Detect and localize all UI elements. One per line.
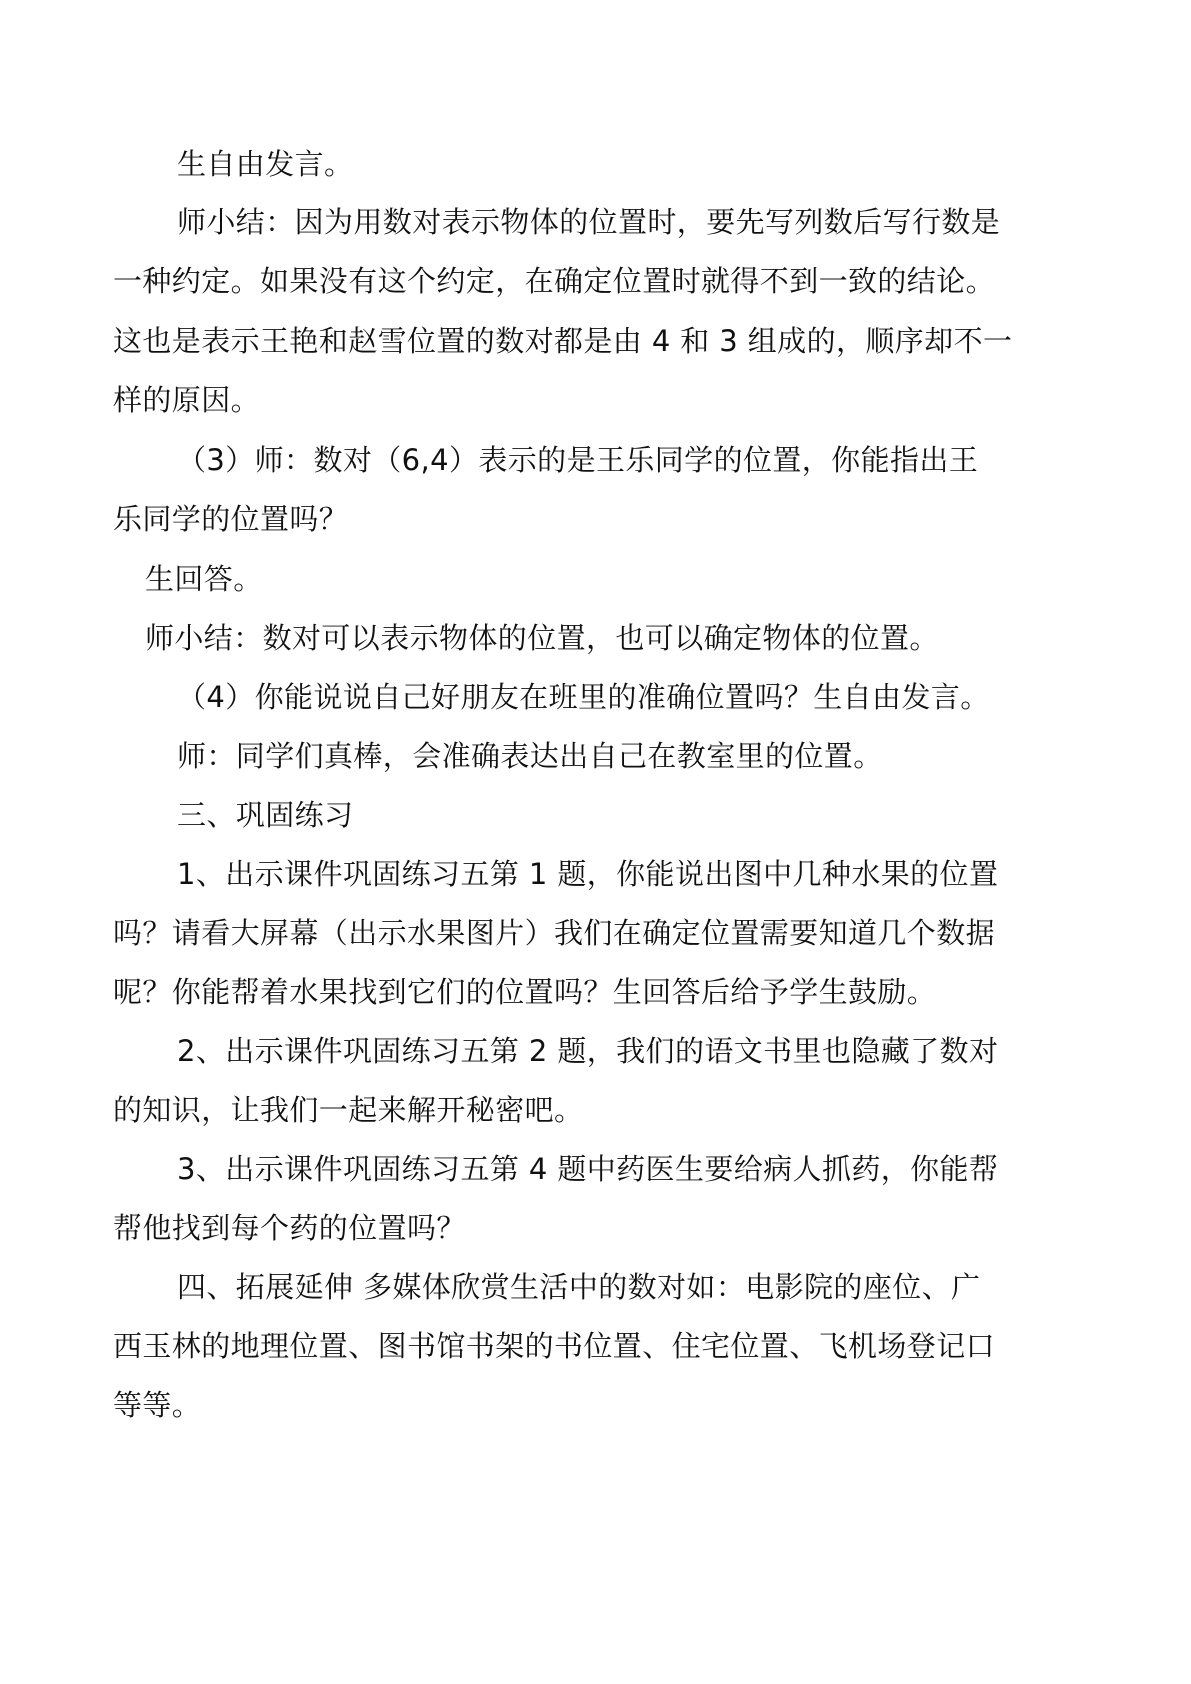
- paragraph-line: 生自由发言。: [177, 147, 354, 181]
- paragraph-line: （4）你能说说自己好朋友在班里的准确位置吗？生自由发言。: [177, 680, 990, 714]
- paragraph-line: 的知识，让我们一起来解开秘密吧。: [113, 1093, 584, 1127]
- paragraph-line: 样的原因。: [113, 383, 261, 417]
- paragraph-line: 师：同学们真棒，会准确表达出自己在教室里的位置。: [177, 739, 883, 773]
- paragraph-line: 呢？你能帮着水果找到它们的位置吗？生回答后给予学生鼓励。: [113, 975, 937, 1009]
- paragraph-line: 2、出示课件巩固练习五第 2 题，我们的语文书里也隐藏了数对: [177, 1034, 999, 1068]
- paragraph-line: 一种约定。如果没有这个约定，在确定位置时就得不到一致的结论。: [113, 264, 996, 298]
- paragraph-line: 1、出示课件巩固练习五第 1 题，你能说出图中几种水果的位置: [177, 857, 999, 891]
- paragraph-line: 西玉林的地理位置、图书馆书架的书位置、住宅位置、飞机场登记口: [113, 1329, 996, 1363]
- paragraph-line: 生回答。: [145, 562, 263, 596]
- section-heading: 三、巩固练习: [177, 798, 354, 832]
- paragraph-line: 这也是表示王艳和赵雪位置的数对都是由 4 和 3 组成的，顺序却不一: [113, 324, 1013, 358]
- paragraph-line: 等等。: [113, 1388, 202, 1422]
- paragraph-line: 3、出示课件巩固练习五第 4 题中药医生要给病人抓药，你能帮: [177, 1152, 999, 1186]
- paragraph-line: 师小结：因为用数对表示物体的位置时，要先写列数后写行数是: [177, 205, 1001, 239]
- paragraph-line: 师小结：数对可以表示物体的位置，也可以确定物体的位置。: [145, 621, 939, 655]
- paragraph-line: （3）师：数对（6,4）表示的是王乐同学的位置，你能指出王: [177, 443, 979, 477]
- paragraph-line: 帮他找到每个药的位置吗？: [113, 1211, 466, 1245]
- paragraph-line: 吗？请看大屏幕（出示水果图片）我们在确定位置需要知道几个数据: [113, 916, 996, 950]
- section-heading: 四、拓展延伸 多媒体欣赏生活中的数对如：电影院的座位、广: [177, 1270, 981, 1304]
- paragraph-line: 乐同学的位置吗？: [113, 502, 349, 536]
